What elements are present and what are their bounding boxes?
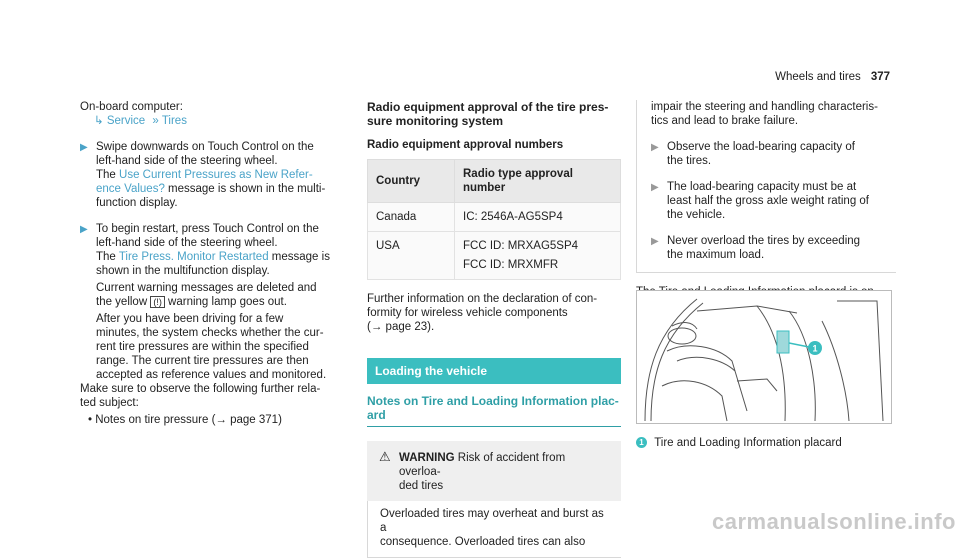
bullet-item[interactable]: • Notes on tire pressure (→ page 371) [88,414,282,426]
path-arrow-icon: ↳ [94,115,104,127]
callout-number: 1 [812,343,818,354]
radio-heading-line1: Radio equipment approval of the tire pres- [367,100,609,114]
warning-triangle-icon: ⚠ [379,449,391,464]
b-pillar-illustration [636,290,892,424]
followup-line1: Make sure to observe the following further rela- [80,383,321,395]
further-line3[interactable]: (→ page 23). [367,321,435,333]
step-arrow-icon: ▶ [651,142,659,153]
step-restart [80,222,355,382]
step1-line1: Swipe downwards on Touch Control on the [96,141,314,153]
followup-line2: ted subject: [80,397,139,409]
warning-body: Overloaded tires may overheat and burst as a consequence. Overloaded tires can also [367,501,621,558]
column-middle [367,100,621,558]
bullet-icon: • [88,414,93,426]
step1-message-2: ence Values? message is shown in the multi- [96,183,326,195]
step-arrow-icon: ▶ [80,142,88,153]
column-right [636,100,896,313]
step1-message-3: function display. [96,197,178,209]
step2-p2-line1: Current warning messages are deleted and [96,282,317,294]
step-arrow-icon: ▶ [80,224,88,235]
radio-table [367,159,621,280]
step-overload: ▶ Never overload the tires by exceeding the maximum load. [651,235,861,261]
header-section: Wheels and tires [775,71,861,83]
further-line1: Further information on the declaration of con- [367,293,598,305]
step2-p2-line2: the yellow (!) warning lamp goes out. [96,296,287,308]
warning-box [367,441,621,501]
step2-message: The Tire Press. Monitor Restarted message is [96,251,330,263]
tire-pressure-warning-icon: (!) [150,296,165,308]
step-arrow-icon: ▶ [651,182,659,193]
cell-number: FCC ID: MRXAG5SP4 FCC ID: MRXMFR [455,232,621,280]
header-number: Radio type approval number [455,160,621,203]
step2-p3-line2: minutes, the system checks whether the cur- [96,327,324,339]
page-header [775,70,890,84]
step-observe: ▶ Observe the load-bearing capacity of the tires. [651,141,855,167]
menu-path [94,114,355,128]
step2-message-2: shown in the multifunction display. [96,265,270,277]
header-country: Country [368,160,455,203]
path-service: Service [106,115,146,127]
cell-country: USA [368,232,455,280]
path-tires: Tires [161,115,187,127]
step2-p3-line4: range. The current tire pressures are then [96,355,309,367]
table-row [368,232,621,280]
car-interior-drawing [637,291,891,423]
cell-number: IC: 2546A-AG5SP4 [455,203,621,232]
placard-highlight [777,331,789,353]
radio-heading-line2: sure monitoring system [367,114,504,128]
step1-message: The Use Current Pressures as New Refer- [96,169,313,181]
step2-p3-line5: accepted as reference values and monitored. [96,369,327,381]
caption-text: Tire and Loading Information placard [654,437,842,449]
notes-heading: Notes on Tire and Loading Information plac- ard [367,394,621,427]
step2-line2: left-hand side of the steering wheel. [96,237,278,249]
step2-p3-line1: After you have been driving for a few [96,313,284,325]
intro-text: On-board computer: [80,101,183,113]
ref-arrow-icon: → [215,414,227,426]
warning-title: ⚠ WARNING Risk of accident from overloa- ded tires [379,449,566,492]
figure-caption [636,436,896,450]
column-left [80,100,355,427]
warning-continued: impair the steering and handling characteris- tics and lead to brake failure. ▶ Observe the load-bearing capacity of the tires. ▶ The load-bearing capacity must be at least half the gross axle weight rating of the vehicle. ▶ Never overload the tires by exceeding the maximum load. [636,100,896,273]
table-header-row [368,160,621,203]
watermark: carmanualsonline.info [712,509,956,534]
double-chevron-icon: » [152,115,159,127]
step-arrow-icon: ▶ [651,236,659,247]
step-capacity: ▶ The load-bearing capacity must be at least half the gross axle weight rating of the vehicle. [651,181,870,221]
ref-arrow-icon: → [370,321,383,333]
step2-p3-line3: rent tire pressures are within the specified [96,341,309,353]
table-row [368,203,621,232]
caption-badge: 1 [636,437,647,448]
page-number: 377 [870,71,890,83]
step1-line2: left-hand side of the steering wheel. [96,155,278,167]
further-line2: formity for wireless vehicle components [367,307,568,319]
step2-line1: To begin restart, press Touch Control on the [96,223,319,235]
step-swipe [80,140,355,210]
section-bar-loading: Loading the vehicle [367,358,621,384]
radio-subheading: Radio equipment approval numbers [367,139,564,151]
cell-country: Canada [368,203,455,232]
